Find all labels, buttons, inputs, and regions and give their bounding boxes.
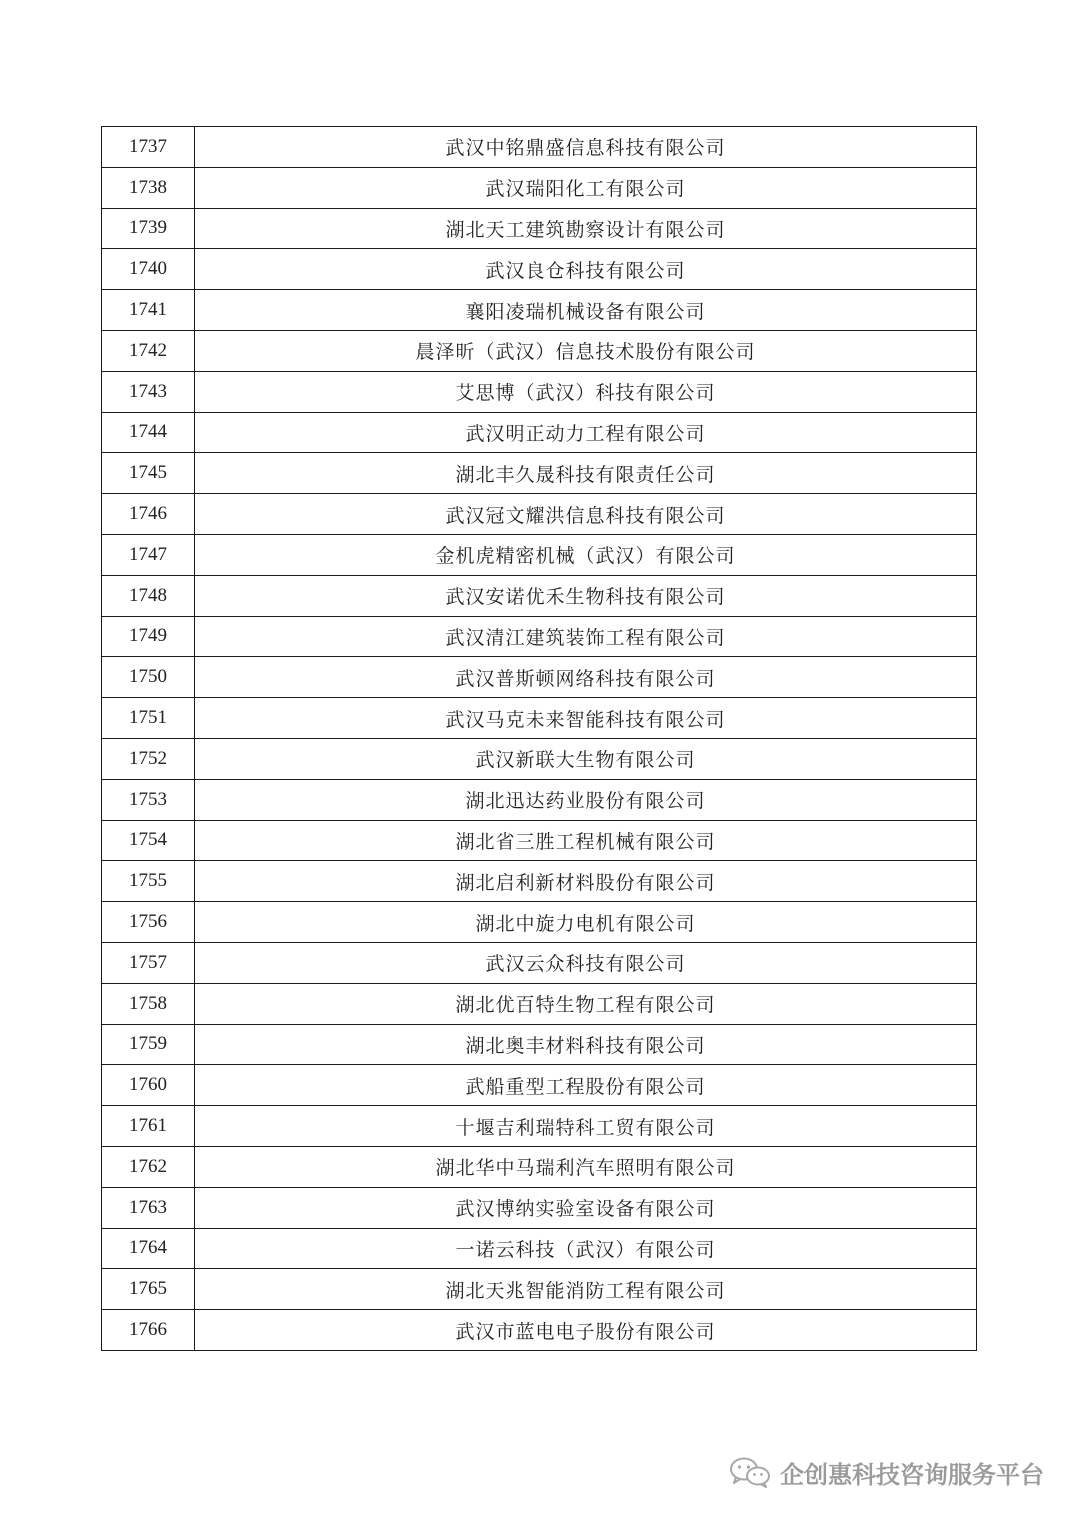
row-number: 1740 — [102, 249, 195, 290]
table-row — [102, 330, 977, 371]
table-row — [102, 942, 977, 983]
row-number: 1756 — [102, 902, 195, 943]
company-name: 艾思博（武汉）科技有限公司 — [195, 371, 977, 412]
table-row — [102, 698, 977, 739]
row-number: 1739 — [102, 208, 195, 249]
company-name: 武汉清江建筑装饰工程有限公司 — [195, 616, 977, 657]
table-row — [102, 657, 977, 698]
table-row — [102, 1146, 977, 1187]
watermark — [728, 1454, 1044, 1490]
company-name: 湖北迅达药业股份有限公司 — [195, 779, 977, 820]
table-row — [102, 575, 977, 616]
row-number: 1760 — [102, 1065, 195, 1106]
company-list-table — [101, 126, 977, 1351]
row-number: 1765 — [102, 1269, 195, 1310]
table-row — [102, 1228, 977, 1269]
table-row — [102, 616, 977, 657]
row-number: 1761 — [102, 1106, 195, 1147]
row-number: 1753 — [102, 779, 195, 820]
row-number: 1763 — [102, 1187, 195, 1228]
table-row — [102, 1310, 977, 1351]
table-row — [102, 1106, 977, 1147]
table-row — [102, 371, 977, 412]
row-number: 1762 — [102, 1146, 195, 1187]
row-number: 1754 — [102, 820, 195, 861]
company-name: 武汉明正动力工程有限公司 — [195, 412, 977, 453]
table-row — [102, 983, 977, 1024]
table-body — [102, 127, 977, 1351]
company-name: 武汉普斯顿网络科技有限公司 — [195, 657, 977, 698]
row-number: 1752 — [102, 738, 195, 779]
row-number: 1744 — [102, 412, 195, 453]
table-row — [102, 494, 977, 535]
table-row — [102, 779, 977, 820]
row-number: 1738 — [102, 167, 195, 208]
table-row — [102, 1269, 977, 1310]
company-name: 武汉中铭鼎盛信息科技有限公司 — [195, 127, 977, 168]
table-row — [102, 208, 977, 249]
table-row — [102, 290, 977, 331]
company-name: 湖北中旋力电机有限公司 — [195, 902, 977, 943]
table-row — [102, 820, 977, 861]
company-name: 十堰吉利瑞特科工贸有限公司 — [195, 1106, 977, 1147]
company-name: 武汉新联大生物有限公司 — [195, 738, 977, 779]
company-name: 湖北天工建筑勘察设计有限公司 — [195, 208, 977, 249]
company-name: 武汉良仓科技有限公司 — [195, 249, 977, 290]
row-number: 1741 — [102, 290, 195, 331]
company-name: 武汉马克未来智能科技有限公司 — [195, 698, 977, 739]
company-name: 湖北奥丰材料科技有限公司 — [195, 1024, 977, 1065]
table-row — [102, 902, 977, 943]
table-row — [102, 861, 977, 902]
company-name: 襄阳凌瑞机械设备有限公司 — [195, 290, 977, 331]
row-number: 1751 — [102, 698, 195, 739]
company-name: 一诺云科技（武汉）有限公司 — [195, 1228, 977, 1269]
row-number: 1746 — [102, 494, 195, 535]
table-row — [102, 167, 977, 208]
table-row — [102, 1065, 977, 1106]
row-number: 1757 — [102, 942, 195, 983]
row-number: 1749 — [102, 616, 195, 657]
company-name: 湖北天兆智能消防工程有限公司 — [195, 1269, 977, 1310]
company-name: 武汉瑞阳化工有限公司 — [195, 167, 977, 208]
table-row — [102, 453, 977, 494]
row-number: 1759 — [102, 1024, 195, 1065]
table-row — [102, 127, 977, 168]
company-name: 金机虎精密机械（武汉）有限公司 — [195, 534, 977, 575]
company-name: 湖北优百特生物工程有限公司 — [195, 983, 977, 1024]
row-number: 1747 — [102, 534, 195, 575]
company-name: 武汉安诺优禾生物科技有限公司 — [195, 575, 977, 616]
table-row — [102, 1187, 977, 1228]
row-number: 1737 — [102, 127, 195, 168]
row-number: 1758 — [102, 983, 195, 1024]
table-row — [102, 249, 977, 290]
row-number: 1766 — [102, 1310, 195, 1351]
company-name: 湖北省三胜工程机械有限公司 — [195, 820, 977, 861]
company-name: 晨泽昕（武汉）信息技术股份有限公司 — [195, 330, 977, 371]
company-name: 武汉冠文耀洪信息科技有限公司 — [195, 494, 977, 535]
row-number: 1755 — [102, 861, 195, 902]
row-number: 1750 — [102, 657, 195, 698]
company-name: 武船重型工程股份有限公司 — [195, 1065, 977, 1106]
company-name: 武汉云众科技有限公司 — [195, 942, 977, 983]
row-number: 1745 — [102, 453, 195, 494]
company-name: 湖北启利新材料股份有限公司 — [195, 861, 977, 902]
row-number: 1742 — [102, 330, 195, 371]
table-row — [102, 1024, 977, 1065]
table-row — [102, 412, 977, 453]
company-name: 武汉市蓝电电子股份有限公司 — [195, 1310, 977, 1351]
watermark-text: 企创惠科技咨询服务平台 — [780, 1460, 1044, 1489]
wechat-icon — [728, 1456, 772, 1488]
table-row — [102, 534, 977, 575]
table-row — [102, 738, 977, 779]
company-name: 湖北丰久晟科技有限责任公司 — [195, 453, 977, 494]
row-number: 1764 — [102, 1228, 195, 1269]
company-name: 湖北华中马瑞利汽车照明有限公司 — [195, 1146, 977, 1187]
row-number: 1748 — [102, 575, 195, 616]
company-name: 武汉博纳实验室设备有限公司 — [195, 1187, 977, 1228]
row-number: 1743 — [102, 371, 195, 412]
